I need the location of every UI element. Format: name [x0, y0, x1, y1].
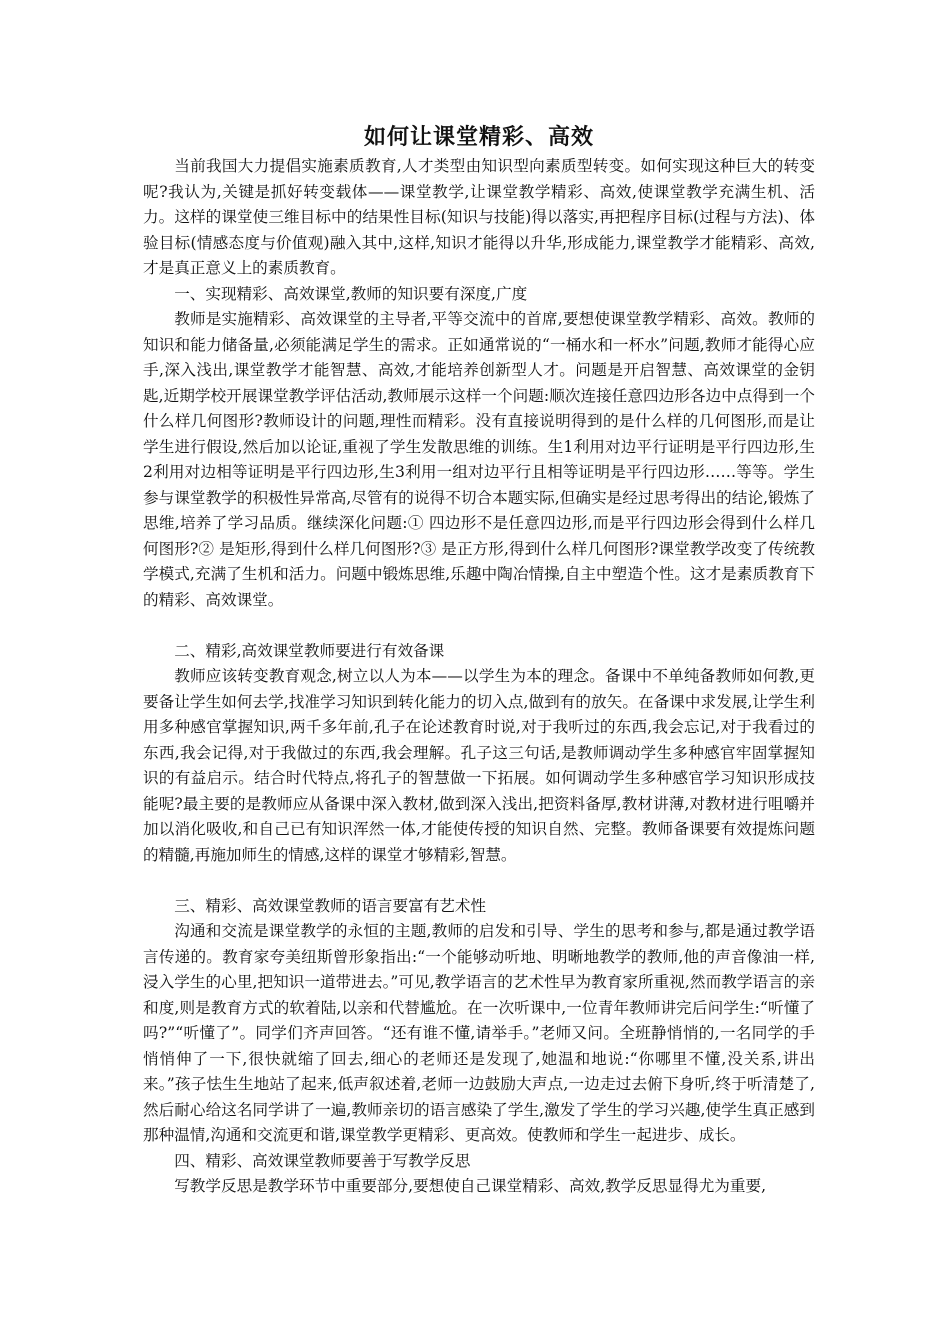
paragraph-spacer: [143, 613, 815, 639]
intro-paragraph: 当前我国大力提倡实施素质教育,人才类型由知识型向素质型转变。如何实现这种巨大的转变呢?我认为,关键是抓好转变载体——课堂教学,让课堂教学精彩、高效,使课堂教学充满生机、活力。这样的课堂使三维目标中的结果性目标(知识与技能)得以落实,再把程序目标(过程与方法)、体验目标(情感态度与价值观)融入其中,这样,知识才能得以升华,形成能力,课堂教学才能精彩、高效,才是真正意义上的素质教育。: [143, 157, 815, 277]
section-heading-4: 四、精彩、高效课堂教师要善于写教学反思: [174, 1151, 471, 1170]
section-body-2: 教师应该转变教育观念,树立以人为本——以学生为本的理念。备课中不单纯备教师如何教,更要备让学生如何去学,找准学习知识到转化能力的切入点,做到有的放矢。在备课中求发展,让学生利用多种感官掌握知识,两千多年前,孔子在论述教育时说,对于我听过的东西,我会忘记,对于我看过的东西,我会记得,对于我做过的东西,我会理解。孔子这三句话,是教师调动学生多种感官牢固掌握知识的有益启示。结合时代特点,将孔子的智慧做一下拓展。如何调动学生多种感官学习知识形成技能呢?最主要的是教师应从备课中深入教材,做到深入浅出,把资料备厚,教材讲薄,对教材进行咀嚼并加以消化吸收,和自己已有知识浑然一体,才能使传授的知识自然、完整。教师备课要有效提炼问题的精髓,再施加师生的情感,这样的课堂才够精彩,智慧。: [143, 667, 815, 864]
section-heading-2: 二、精彩,高效课堂教师要进行有效备课: [174, 641, 445, 660]
section-body-1: 教师是实施精彩、高效课堂的主导者,平等交流中的首席,要想使课堂教学精彩、高效。教师的知识和能力储备量,必须能满足学生的需求。正如通常说的“一桶水和一杯水”问题,教师才能得心应手,深入浅出,课堂教学才能智慧、高效,才能培养创新型人才。问题是开启智慧、高效课堂的金钥匙,近期学校开展课堂教学评估活动,教师展示这样一个问题:顺次连接任意四边形各边中点得到一个什么样几何图形?教师设计的问题,理性而精彩。没有直接说明得到的是什么样的几何图形,而是让学生进行假设,然后加以论证,重视了学生发散思维的训练。生1利用对边平行证明是平行四边形,生2利用对边相等证明是平行四边形,生3利用一组对边平行且相等证明是平行四边形……等等。学生参与课堂教学的积极性异常高,尽管有的说得不切合本题实际,但确实是经过思考得出的结论,锻炼了思维,培养了学习品质。继续深化问题:① 四边形不是任意四边形,而是平行四边形会得到什么样几何图形?② 是矩形,得到什么样几何图形?③ 是正方形,得到什么样几何图形?课堂教学改变了传统教学模式,充满了生机和活力。问题中锻炼思维,乐趣中陶冶情操,自主中塑造个性。这才是素质教育下的精彩、高效课堂。: [143, 310, 815, 609]
section-body-4: 写教学反思是教学环节中重要部分,要想使自己课堂精彩、高效,教学反思显得尤为重要,: [174, 1177, 767, 1195]
section-heading-3: 三、精彩、高效课堂教师的语言要富有艺术性: [174, 896, 487, 915]
section-heading-1: 一、实现精彩、高效课堂,教师的知识要有深度,广度: [174, 284, 528, 303]
section-body-3: 沟通和交流是课堂教学的永恒的主题,教师的启发和引导、学生的思考和参与,都是通过教学语言传递的。教育家夸美纽斯曾形象指出:“一个能够动听地、明晰地教学的教师,他的声音像油一样,浸入学生的心里,把知识一道带进去。”可见,教学语言的艺术性早为教育家所重视,然而教学语言的亲和度,则是教育方式的软着陆,以亲和代替尴尬。在一次听课中,一位青年教师讲完后问学生:“听懂了吗?”“听懂了”。同学们齐声回答。“还有谁不懂,请举手。”老师又问。全班静悄悄的,一名同学的手悄悄伸了一下,很快就缩了回去,细心的老师还是发现了,她温和地说:“你哪里不懂,没关系,讲出来。”孩子怯生生地站了起来,低声叙述着,老师一边鼓励大声点,一边走过去俯下身听,终于听清楚了,然后耐心给这名同学讲了一遍,教师亲切的语言感染了学生,激发了学生的学习兴趣,使学生真正感到那种温情,沟通和交流更和谐,课堂教学更精彩、更高效。使教师和学生一起进步、成长。: [143, 922, 815, 1144]
paragraph-spacer: [143, 868, 815, 894]
document-page: [143, 120, 815, 1200]
document-title: 如何让课堂精彩、高效: [363, 124, 594, 150]
